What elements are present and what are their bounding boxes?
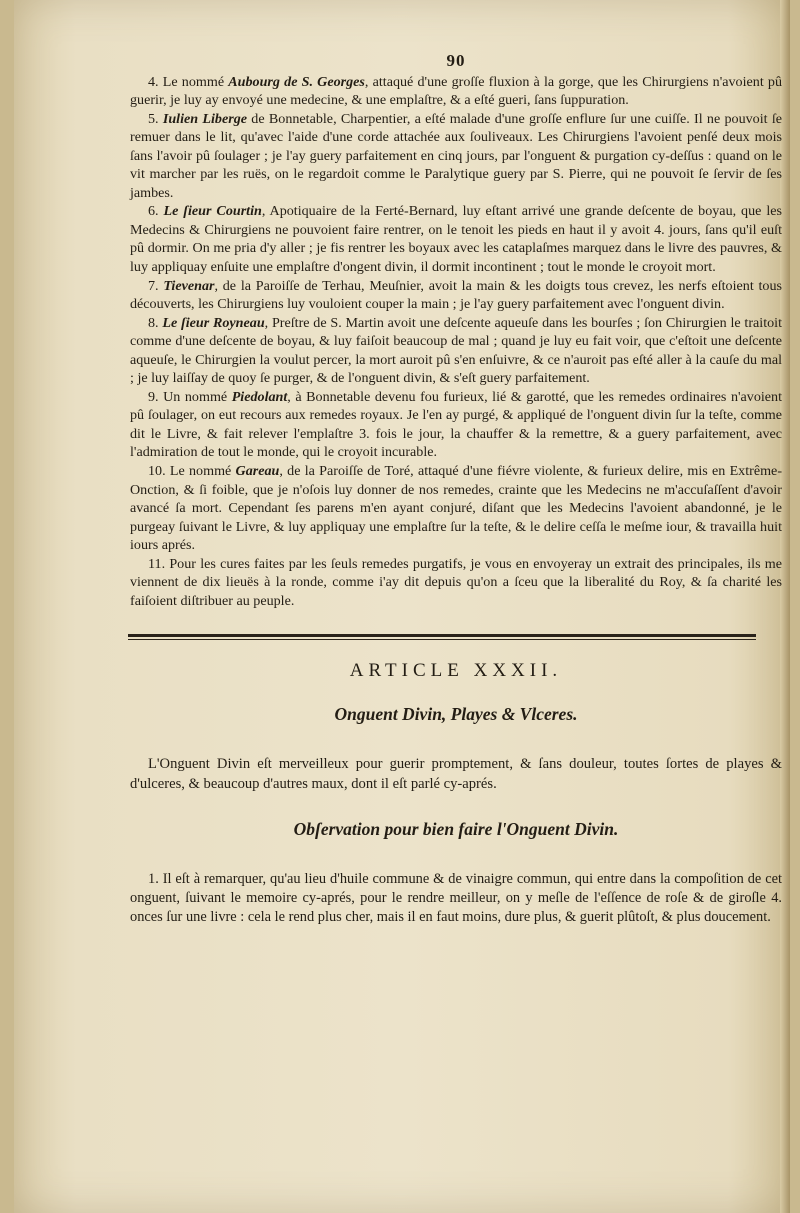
case-entry: 8. Le ſieur Royneau, Preſtre de S. Martin avoit une deſcente aqueuſe dans les bourſes ; ſon Chirurgien le traitoit comme d'une deſcente de boyau, & luy faiſoit beaucoup de mal ; quand je luy eu fait voir, que c'eſtoit une deſcente aqueuſe, le Chirurgien la voulut percer, la mort auroit pû s'en enſuivre, & ce n'auroit pas eſté aller à la cauſe du mal ; je luy laiſſay de quoy ſe purger, & de l'onguent divin, & s'eſt guery parfaitement. xyxy=(130,314,782,387)
page-content xyxy=(130,52,782,927)
case-entries xyxy=(130,73,782,611)
patient-name: Le ſieur Royneau xyxy=(162,314,265,331)
observation-title: Obſervation pour bien faire l'Onguent Divin. xyxy=(293,818,619,839)
article-intro: L'Onguent Divin eſt merveilleux pour guerir promptement, & ſans douleur, toutes ſortes de playes & d'ulceres, & beaucoup d'autres maux, dont il eſt parlé cy-aprés. xyxy=(130,755,782,792)
case-entry: 4. Le nommé Aubourg de S. Georges, attaqué d'une groſſe fluxion à la gorge, que les Chirurgiens n'avoient pû guerir, je luy ay envoyé une medecine, & une emplaſtre, & a eſté gueri, ſans ſuppuration. xyxy=(130,73,783,109)
case-entry: 9. Un nommé Piedolant, à Bonnetable devenu fou furieux, lié & garotté, que les remedes ordinaires n'avoient pû ſoulager, on eut recours aux remedes royaux. Je l'en ay purgé, & appliqué de l'onguent divin ſur la teſte, comme dit le Livre, & fait relever l'emplaſtre 3. fois le jour, la chauffer & la remettre, & a guery parfaitement, avec l'admiration de tout le monde, qui le croyoit incurable. xyxy=(130,388,783,461)
page-number: 90 xyxy=(446,51,466,70)
patient-name: Tievenar xyxy=(163,277,215,294)
observation-text: 1. Il eſt à remarquer, qu'au lieu d'huile commune & de vinaigre commun, qui entre dans la compoſition de cet onguent, ſuivant le memoire cy-aprés, pour le rendre meilleur, on y meſle de l'eſſence de roſe & de giroſle 4. onces ſur une livre : cela le rend plus cher, mais il en faut moins, dure plus, & guerit plûtoſt, & plus doucement. xyxy=(130,871,782,926)
patient-name: Iulien Liberge xyxy=(162,110,248,127)
article-subtitle: Onguent Divin, Playes & Vlceres. xyxy=(334,703,578,724)
case-entry: 7. Tievenar, de la Paroiſſe de Terhau, Meuſnier, avoit la main & les doigts tous crevez, les nerfs eſtoient tous découverts, les Chirurgiens luy vouloient couper la main ; je l'ay guery parfaitement avec l'onguent divin. xyxy=(130,277,782,313)
patient-name: Gareau xyxy=(235,463,280,480)
patient-name: Piedolant xyxy=(231,388,288,405)
case-entry: 5. Iulien Liberge de Bonnetable, Charpentier, a eſté malade d'une groſſe enflure ſur une cuiſſe. Il ne pouvoit ſe remuer dans le lit, qu'avec l'aide d'une corde attachée aux ſouliveaux. Les Chirurgiens l'avoient penſé deux mois ſans l'avoir pû ſoulager ; je l'ay guery parfaitement en cinq jours, par l'onguent & purgation cy-deſſus : quand on le vit marcher par les ruës, on le regardoit comme le Paralytique guery par S. Pierre, qui ne pouvoit ſe ſervir de ſes jambes. xyxy=(130,110,782,201)
case-entry: 10. Le nommé Gareau, de la Paroiſſe de Toré, attaqué d'une fiévre violente, & furieux delire, mis en Extrême-Onction, & ſi foible, que je n'oſois luy donner de nos remedes, crainte que les Medecins ne m'accuſaſſent d'avoir avancé ſa mort. Cependant ſes parens m'en ayant conjuré, diſant que les Medecins l'avoient abandonné, je le purgeay ſuivant le Livre, & luy appliquay une emplaſtre ſur la teſte, & le delire ceſſa le meſme iour, & travailla huit iours aprés. xyxy=(130,463,783,554)
case-entry: 6. Le ſieur Courtin, Apotiquaire de la Ferté-Bernard, luy eſtant arrivé une grande deſcente de boyau, que les Medecins & Chirurgiens ne pouvoient faire rentrer, on le tenoit les pieds en haut il y avoit 4. jours, ſans qu'il euſt pû dormir. On me pria d'y aller ; je fis rentrer les boyaux avec les cataplaſmes marquez dans le livre des pauvres, & luy appliquay enſuite une emplaſtre d'ongent divin, il dormit incontinent ; tout le monde le croyoit mort. xyxy=(130,203,782,276)
patient-name: Le ſieur Courtin xyxy=(163,203,262,220)
patient-name: Aubourg de S. Georges xyxy=(228,73,365,90)
section-divider xyxy=(128,634,756,640)
article-title: ARTICLE XXXII. xyxy=(349,660,563,682)
case-entry: 11. Pour les cures faites par les ſeuls remedes purgatifs, je vous en envoyeray un extrait des principales, ils me viennent de dix lieuës à la ronde, comme i'ay dit depuis qu'on a ſceu que la liberalité du Roy, & ſa charité les faiſoient diſtribuer au peuple. xyxy=(130,555,782,609)
